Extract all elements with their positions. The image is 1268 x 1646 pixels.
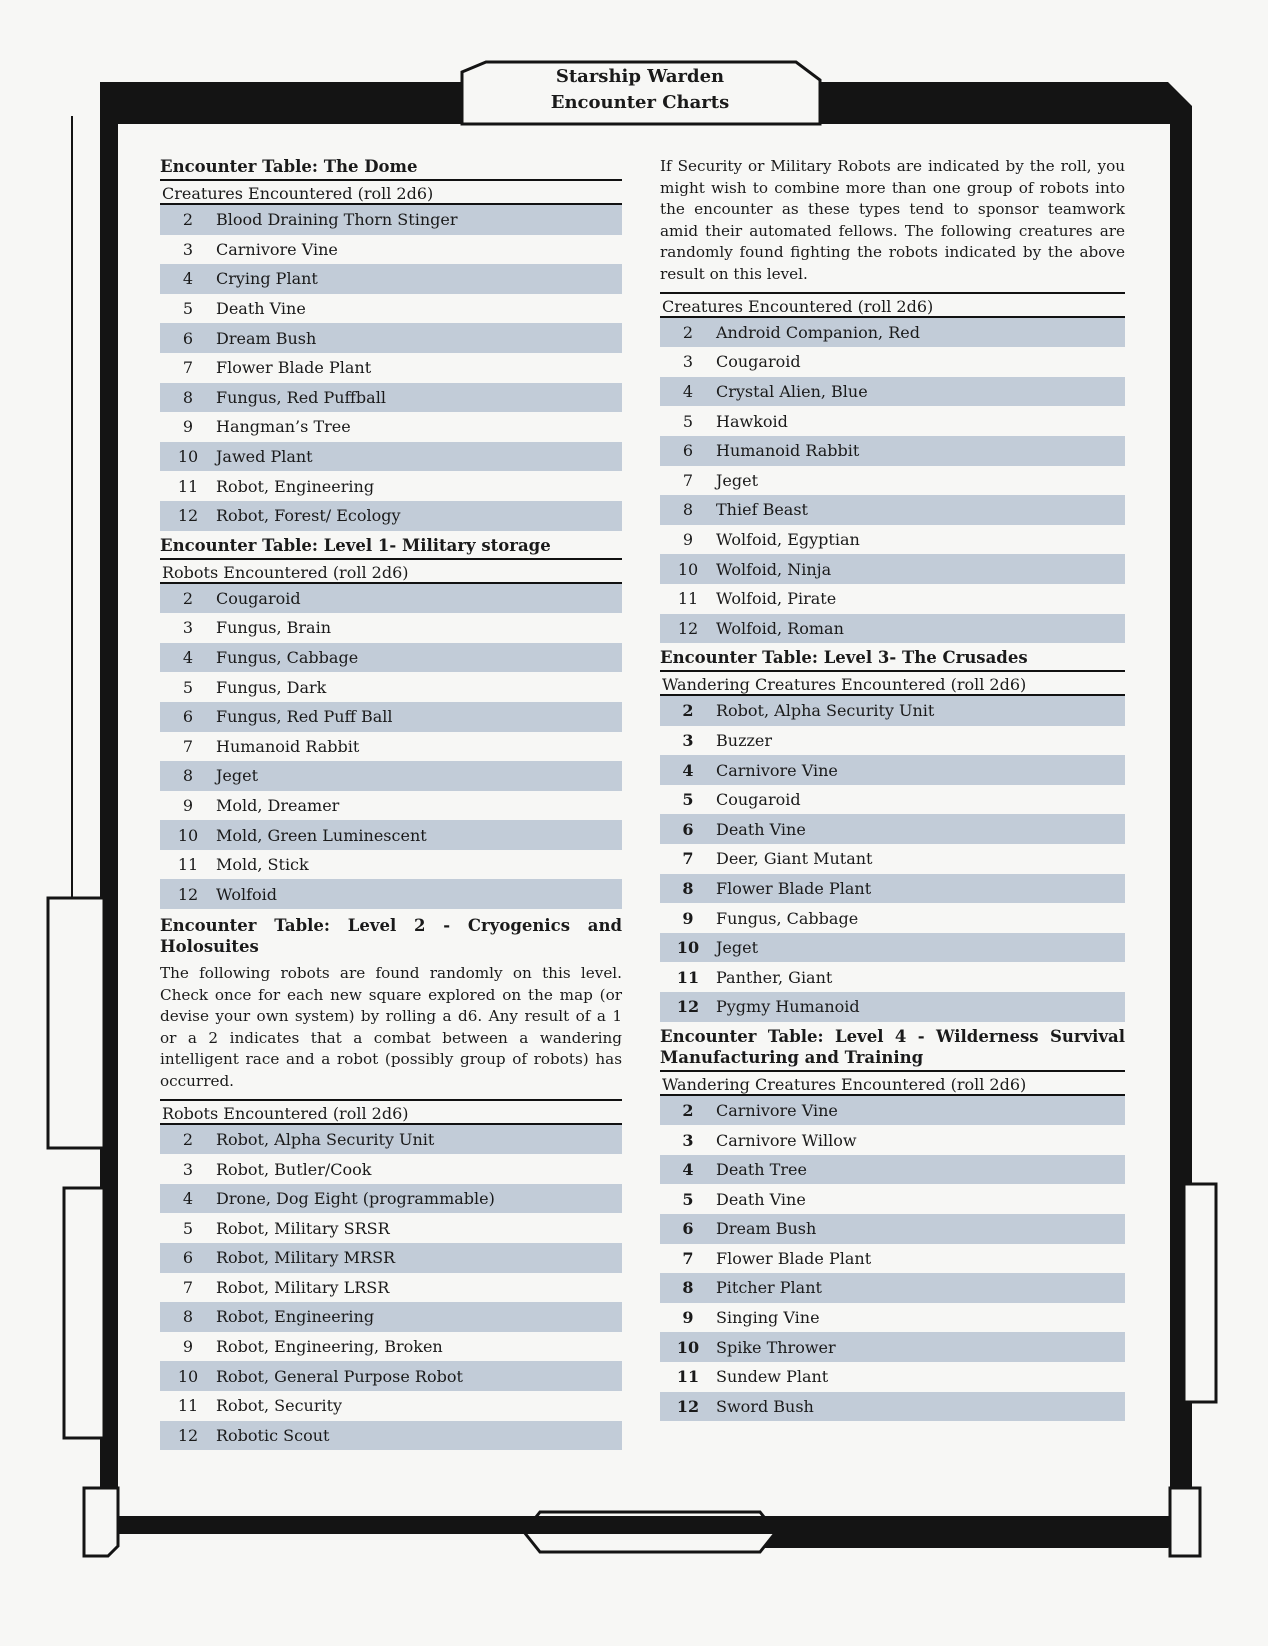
encounter-name: Cougaroid: [216, 588, 301, 608]
encounter-name: Fungus, Cabbage: [716, 908, 859, 928]
table-row: [660, 874, 1125, 904]
encounter-name: Robot, Engineering: [216, 1307, 375, 1327]
roll-number: 7: [182, 358, 194, 378]
page-title: [460, 64, 820, 124]
roll-number: 11: [677, 589, 699, 609]
encounter-name: Flower Blade Plant: [216, 358, 372, 378]
table-row: [160, 1154, 622, 1184]
encounter-name: Crystal Alien, Blue: [716, 382, 868, 402]
roll-number: 12: [177, 506, 199, 526]
roll-number: 9: [682, 908, 694, 928]
creatures-table: [660, 318, 1125, 644]
encounter-name: Carnivore Vine: [216, 239, 338, 259]
encounter-name: Hangman’s Tree: [216, 417, 351, 437]
table-row: [160, 1243, 622, 1273]
table-row: [660, 933, 1125, 963]
roll-number: 12: [676, 997, 700, 1017]
encounter-name: Robot, Engineering, Broken: [216, 1337, 443, 1357]
table-row: [160, 672, 622, 702]
encounter-name: Fungus, Brain: [216, 618, 332, 638]
table-row: [660, 992, 1125, 1022]
encounter-name: Robot, Alpha Security Unit: [716, 701, 935, 721]
encounter-name: Robot, Forest/ Ecology: [216, 506, 401, 526]
encounter-name: Panther, Giant: [716, 967, 833, 987]
roll-number: 3: [682, 352, 694, 372]
level2-table-title: Encounter Table: Level 2 - Cryogenics and Holosuites: [160, 916, 622, 957]
encounter-name: Wolfoid, Pirate: [716, 589, 837, 609]
level3-table-title: Encounter Table: Level 3- The Crusades: [660, 648, 1028, 668]
encounter-name: Thief Beast: [716, 500, 808, 520]
roll-number: 7: [682, 849, 694, 869]
encounter-name: Buzzer: [716, 730, 773, 750]
encounter-name: Carnivore Willow: [716, 1130, 857, 1150]
encounter-name: Jeget: [716, 938, 759, 958]
encounter-name: Jawed Plant: [216, 447, 313, 467]
encounter-name: Android Companion, Red: [716, 322, 920, 342]
roll-number: 5: [182, 677, 194, 697]
table-row: [660, 1332, 1125, 1362]
roll-number: 8: [682, 878, 694, 898]
roll-number: 12: [677, 618, 699, 638]
encounter-name: Humanoid Rabbit: [716, 441, 860, 461]
table-row: [660, 755, 1125, 785]
level1-table: [160, 584, 622, 910]
roll-number: 12: [177, 1425, 199, 1445]
encounter-name: Robot, Military MRSR: [216, 1248, 396, 1268]
table-row: [660, 1303, 1125, 1333]
roll-number: 6: [182, 328, 194, 348]
encounter-name: Blood Draining Thorn Stinger: [216, 210, 458, 230]
encounter-name: Death Vine: [716, 819, 806, 839]
roll-number: 3: [182, 239, 194, 259]
table-row: [660, 962, 1125, 992]
encounter-name: Robot, General Purpose Robot: [216, 1366, 463, 1386]
encounter-name: Fungus, Red Puffball: [216, 387, 386, 407]
encounter-name: Dream Bush: [216, 328, 317, 348]
table-row: [160, 643, 622, 673]
table-row: [660, 1362, 1125, 1392]
table-row: [660, 726, 1125, 756]
level4-table-title: Encounter Table: Level 4 - Wilderness Survival Manufacturing and Training: [660, 1026, 1125, 1067]
roll-number: 10: [676, 938, 700, 958]
table-row: [160, 353, 622, 383]
level2-subhead: Robots Encountered (roll 2d6): [160, 1099, 622, 1125]
roll-number: 2: [182, 210, 194, 230]
level1-table-title: Encounter Table: Level 1- Military storage: [160, 535, 551, 555]
table-row: [660, 696, 1125, 726]
encounter-name: Sword Bush: [716, 1396, 814, 1416]
table-row: [660, 844, 1125, 874]
encounter-name: Wolfoid: [216, 884, 278, 904]
title-line-1: Starship Warden: [555, 66, 725, 87]
table-row: [160, 820, 622, 850]
roll-number: 6: [682, 441, 694, 461]
roll-number: 4: [182, 648, 194, 668]
table-row: [160, 205, 622, 235]
roll-number: 6: [682, 1219, 694, 1239]
table-row: [660, 1155, 1125, 1185]
encounter-name: Pygmy Humanoid: [716, 997, 860, 1017]
roll-number: 10: [177, 447, 199, 467]
table-row: [160, 1391, 622, 1421]
table-row: [160, 761, 622, 791]
level4-subhead: Wandering Creatures Encountered (roll 2d6): [660, 1070, 1125, 1096]
roll-number: 2: [682, 322, 694, 342]
encounter-name: Mold, Green Luminescent: [216, 825, 427, 845]
table-row: [660, 785, 1125, 815]
roll-number: 2: [682, 701, 694, 721]
table-row: [160, 1361, 622, 1391]
roll-number: 7: [682, 470, 694, 490]
roll-number: 5: [682, 790, 694, 810]
level2-table: [160, 1125, 622, 1451]
table-row: [160, 442, 622, 472]
roll-number: 7: [682, 1248, 694, 1268]
encounter-name: Deer, Giant Mutant: [716, 849, 873, 869]
encounter-name: Singing Vine: [716, 1308, 820, 1328]
roll-number: 11: [676, 967, 700, 987]
roll-number: 8: [682, 500, 694, 520]
table-row: [660, 495, 1125, 525]
encounter-name: Jeget: [216, 766, 259, 786]
roll-number: 11: [676, 1367, 700, 1387]
table-row: [660, 1392, 1125, 1422]
table-row: [660, 525, 1125, 555]
table-row: [660, 903, 1125, 933]
roll-number: 6: [182, 707, 194, 727]
table-row: [160, 471, 622, 501]
encounter-name: Carnivore Vine: [716, 1100, 838, 1120]
table-row: [660, 318, 1125, 348]
roll-number: 10: [676, 1337, 700, 1357]
dome-subhead: Creatures Encountered (roll 2d6): [160, 179, 622, 205]
encounter-name: Flower Blade Plant: [716, 878, 872, 898]
level3-table: [660, 696, 1125, 1022]
encounter-name: Flower Blade Plant: [716, 1248, 872, 1268]
table-row: [160, 1302, 622, 1332]
table-row: [660, 466, 1125, 496]
roll-number: 11: [177, 1396, 199, 1416]
table-row: [660, 1125, 1125, 1155]
encounter-name: Dream Bush: [716, 1219, 817, 1239]
encounter-name: Robot, Alpha Security Unit: [216, 1129, 435, 1149]
roll-number: 6: [182, 1248, 194, 1268]
table-row: [160, 235, 622, 265]
table-row: [160, 1213, 622, 1243]
encounter-name: Carnivore Vine: [716, 760, 838, 780]
table-row: [160, 412, 622, 442]
encounter-name: Mold, Stick: [216, 855, 309, 875]
level3-subhead: Wandering Creatures Encountered (roll 2d6): [660, 670, 1125, 696]
encounter-name: Pitcher Plant: [716, 1278, 822, 1298]
encounter-name: Robot, Military LRSR: [216, 1277, 390, 1297]
encounter-name: Humanoid Rabbit: [216, 736, 360, 756]
encounter-name: Mold, Dreamer: [216, 795, 340, 815]
left-column: [160, 156, 622, 1450]
roll-number: 8: [182, 766, 194, 786]
table-row: [160, 879, 622, 909]
roll-number: 2: [682, 1100, 694, 1120]
robots-intro-paragraph: If Security or Military Robots are indicated by the roll, you might wish to combine more than one group of robots into the encounter as these types tend to sponsor teamwork amid their automated fellows. The following creatures are randomly found fighting the robots indicated by the above result on this level.: [660, 157, 1125, 283]
encounter-name: Robotic Scout: [216, 1425, 330, 1445]
table-row: [660, 406, 1125, 436]
encounter-name: Jeget: [716, 470, 759, 490]
roll-number: 11: [177, 855, 199, 875]
roll-number: 12: [676, 1396, 700, 1416]
table-row: [660, 1244, 1125, 1274]
roll-number: 12: [177, 884, 199, 904]
encounter-name: Hawkoid: [716, 411, 788, 431]
encounter-name: Cougaroid: [716, 790, 801, 810]
table-row: [160, 294, 622, 324]
roll-number: 8: [182, 1307, 194, 1327]
encounter-name: Death Tree: [716, 1160, 807, 1180]
roll-number: 2: [182, 1129, 194, 1149]
table-row: [160, 501, 622, 531]
roll-number: 11: [177, 476, 199, 496]
roll-number: 3: [682, 730, 694, 750]
table-row: [160, 264, 622, 294]
table-row: [160, 323, 622, 353]
encounter-name: Wolfoid, Ninja: [716, 559, 832, 579]
encounter-name: Robot, Security: [216, 1396, 343, 1416]
encounter-name: Crying Plant: [216, 269, 318, 289]
dome-table: [160, 205, 622, 531]
table-row: [160, 1332, 622, 1362]
encounter-name: Wolfoid, Egyptian: [716, 530, 860, 550]
table-row: [660, 436, 1125, 466]
table-row: [160, 791, 622, 821]
encounter-name: Fungus, Cabbage: [216, 648, 359, 668]
roll-number: 5: [682, 411, 694, 431]
roll-number: 3: [682, 1130, 694, 1150]
table-row: [160, 383, 622, 413]
level1-subhead: Robots Encountered (roll 2d6): [160, 558, 622, 584]
table-row: [160, 1125, 622, 1155]
encounter-name: Fungus, Dark: [216, 677, 327, 697]
table-row: [660, 1184, 1125, 1214]
encounter-name: Robot, Butler/Cook: [216, 1159, 372, 1179]
creatures-subhead: Creatures Encountered (roll 2d6): [660, 292, 1125, 318]
roll-number: 4: [182, 1189, 194, 1209]
roll-number: 8: [182, 387, 194, 407]
title-line-2: Encounter Charts: [550, 92, 730, 113]
table-row: [660, 377, 1125, 407]
table-row: [160, 584, 622, 614]
roll-number: 9: [682, 1308, 694, 1328]
encounter-name: Robot, Military SRSR: [216, 1218, 390, 1238]
table-row: [660, 554, 1125, 584]
roll-number: 10: [177, 825, 199, 845]
encounter-name: Cougaroid: [716, 352, 801, 372]
table-row: [160, 702, 622, 732]
encounter-name: Wolfoid, Roman: [716, 618, 844, 638]
roll-number: 5: [182, 1218, 194, 1238]
roll-number: 4: [682, 1160, 694, 1180]
roll-number: 10: [177, 1366, 199, 1386]
encounter-name: Drone, Dog Eight (programmable): [216, 1189, 495, 1209]
roll-number: 7: [182, 1277, 194, 1297]
roll-number: 3: [182, 618, 194, 638]
dome-table-title: Encounter Table: The Dome: [160, 157, 418, 176]
roll-number: 5: [682, 1189, 694, 1209]
right-column: [660, 156, 1125, 1421]
roll-number: 9: [182, 795, 194, 815]
roll-number: 4: [182, 269, 194, 289]
table-row: [160, 1273, 622, 1303]
encounter-name: Death Vine: [716, 1189, 806, 1209]
table-row: [160, 1421, 622, 1451]
table-row: [160, 613, 622, 643]
roll-number: 7: [182, 736, 194, 756]
level4-table: [660, 1096, 1125, 1422]
table-row: [660, 347, 1125, 377]
table-row: [660, 1273, 1125, 1303]
roll-number: 3: [182, 1159, 194, 1179]
table-row: [160, 732, 622, 762]
roll-number: 9: [182, 417, 194, 437]
roll-number: 6: [682, 819, 694, 839]
roll-number: 2: [182, 588, 194, 608]
roll-number: 4: [682, 382, 694, 402]
roll-number: 4: [682, 760, 694, 780]
table-row: [660, 1096, 1125, 1126]
roll-number: 5: [182, 299, 194, 319]
roll-number: 9: [182, 1337, 194, 1357]
table-row: [160, 850, 622, 880]
encounter-name: Fungus, Red Puff Ball: [216, 707, 393, 727]
table-row: [660, 814, 1125, 844]
level2-paragraph: The following robots are found randomly on this level. Check once for each new square explored on the map (or devise your own system) by rolling a d6. Any result of a 1 or a 2 indicates that a combat between a wandering intelligent race and a robot (possibly group of robots) has occurred.: [160, 964, 622, 1091]
encounter-name: Robot, Engineering: [216, 476, 375, 496]
table-row: [660, 1214, 1125, 1244]
encounter-name: Spike Thrower: [716, 1337, 836, 1357]
table-row: [660, 614, 1125, 644]
encounter-name: Sundew Plant: [716, 1367, 829, 1387]
table-row: [160, 1184, 622, 1214]
encounter-name: Death Vine: [216, 299, 306, 319]
roll-number: 8: [682, 1278, 694, 1298]
table-row: [660, 584, 1125, 614]
roll-number: 10: [677, 559, 699, 579]
roll-number: 9: [682, 530, 694, 550]
